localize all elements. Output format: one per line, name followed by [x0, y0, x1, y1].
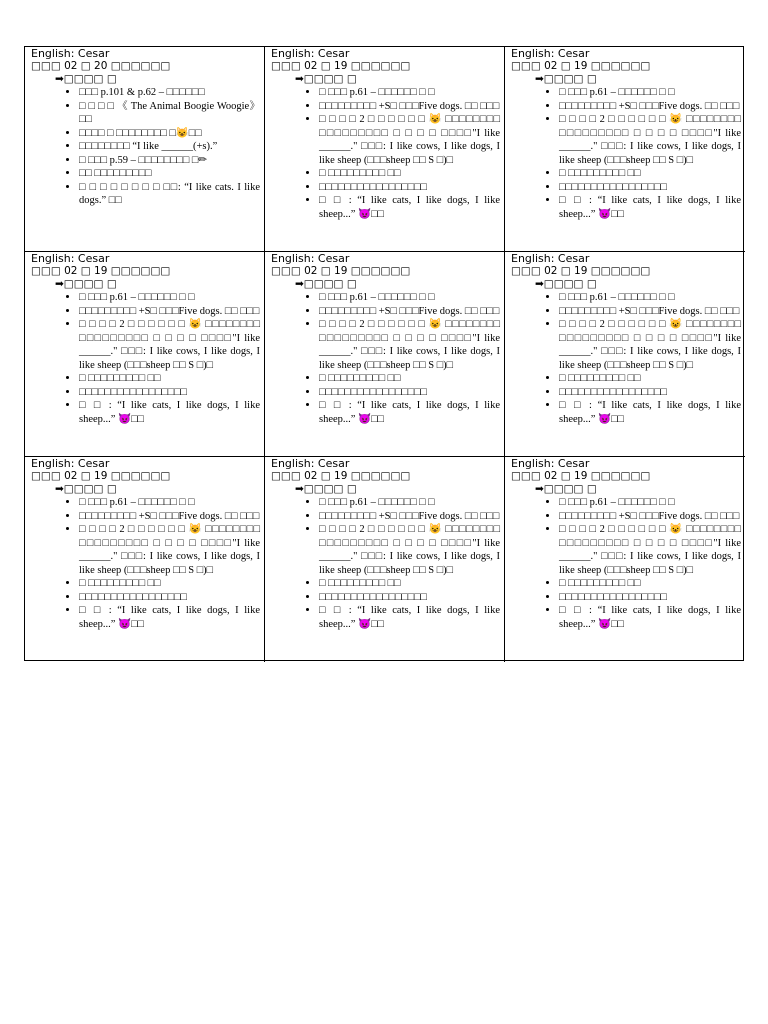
- note-bullet-item: • □ □□□ p.61 – □□□□□□ □ □: [319, 291, 500, 305]
- note-bullet-list: [31, 496, 260, 631]
- note-header: English: Cesar: [511, 47, 590, 60]
- note-bullet-item: • □□ □□□□□□□□□: [79, 167, 260, 181]
- note-cell: [25, 252, 265, 457]
- note-header: English: Cesar: [271, 47, 350, 60]
- note-section-heading: ➡□□□□ □: [295, 73, 357, 85]
- note-cell: [505, 252, 745, 457]
- note-section-heading: ➡□□□□ □: [535, 73, 597, 85]
- note-bullet-item: • □□□□□□□□□□□□□□□□□: [559, 591, 741, 605]
- note-bullet-list: [271, 86, 500, 221]
- note-bullet-item: • □ □ □ □ 2 □ □ □ □ □ □ 😺 □□□□□□□□ □□□□□□□□□ □ □ □ □ □□□□"I like ______." □□□: I like cows, I like dogs, I like sheep (□□□sheep □□ S □)□: [559, 523, 741, 577]
- note-bullet-item: • □□□□□□□□□ +S□ □□□Five dogs. □□ □□□: [79, 305, 260, 319]
- note-header: English: Cesar: [271, 457, 350, 470]
- note-section-heading: ➡□□□□ □: [535, 278, 597, 290]
- note-cell: [25, 47, 265, 252]
- note-bullet-list: [511, 496, 741, 631]
- note-bullet-item: • □ □□□ p.61 – □□□□□□ □ □: [79, 496, 260, 510]
- note-bullet-list: [31, 86, 260, 208]
- note-bullet-item: • □□□□□□□□□ +S□ □□□Five dogs. □□ □□□: [319, 305, 500, 319]
- note-bullet-item: • □□□□□□□□□□□□□□□□□: [559, 181, 741, 195]
- note-date: □□□ 02 □ 19 □□□□□□: [31, 470, 171, 482]
- note-bullet-item: • □ □□□ p.59 – □□□□□□□□ □✏: [79, 154, 260, 168]
- note-bullet-item: • □ □ : “I like cats, I like dogs, I like sheep...” 😈□□: [79, 399, 260, 426]
- note-bullet-item: • □□□□□□□□□ +S□ □□□Five dogs. □□ □□□: [79, 510, 260, 524]
- note-bullet-item: • □ □□□□□□□□□ □□: [79, 372, 260, 386]
- note-section-heading: ➡□□□□ □: [55, 278, 117, 290]
- note-bullet-list: [511, 86, 741, 221]
- note-header: English: Cesar: [31, 47, 110, 60]
- note-bullet-item: • □ □□□ p.61 – □□□□□□ □ □: [319, 496, 500, 510]
- note-bullet-item: • □ □ □ □ 2 □ □ □ □ □ □ 😺 □□□□□□□□ □□□□□□□□□ □ □ □ □ □□□□"I like ______." □□□: I like cows, I like dogs, I like sheep (□□□sheep □□ S □)□: [319, 523, 500, 577]
- note-bullet-item: • □ □□□ p.61 – □□□□□□ □ □: [559, 496, 741, 510]
- note-section-heading: ➡□□□□ □: [55, 483, 117, 495]
- note-bullet-item: • □ □ : “I like cats, I like dogs, I like sheep...” 😈□□: [319, 399, 500, 426]
- note-cell: [265, 252, 505, 457]
- note-bullet-list: [271, 496, 500, 631]
- note-bullet-item: • □□□ p.101 & p.62 – □□□□□□: [79, 86, 260, 100]
- note-date: □□□ 02 □ 19 □□□□□□: [271, 265, 411, 277]
- note-bullet-item: • □ □ □ □ 2 □ □ □ □ □ □ 😺 □□□□□□□□ □□□□□□□□□ □ □ □ □ □□□□"I like ______." □□□: I like cows, I like dogs, I like sheep (□□□sheep □□ S □)□: [559, 113, 741, 167]
- note-bullet-item: • □ □□□ p.61 – □□□□□□ □ □: [559, 291, 741, 305]
- note-header: English: Cesar: [31, 457, 110, 470]
- note-bullet-item: • □ □ : “I like cats, I like dogs, I like sheep...” 😈□□: [319, 194, 500, 221]
- note-bullet-item: • □ □□□ p.61 – □□□□□□ □ □: [79, 291, 260, 305]
- note-bullet-item: • □□□□□□□□□ +S□ □□□Five dogs. □□ □□□: [559, 510, 741, 524]
- note-bullet-item: • □ □□□□□□□□□ □□: [319, 167, 500, 181]
- note-cell: [265, 457, 505, 662]
- note-bullet-item: • □ □ □ □ 2 □ □ □ □ □ □ 😺 □□□□□□□□ □□□□□□□□□ □ □ □ □ □□□□"I like ______." □□□: I like cows, I like dogs, I like sheep (□□□sheep □□ S □)□: [559, 318, 741, 372]
- note-cell: [505, 47, 745, 252]
- note-date: □□□ 02 □ 19 □□□□□□: [511, 470, 651, 482]
- note-bullet-item: • □ □ □ □ 2 □ □ □ □ □ □ 😺 □□□□□□□□ □□□□□□□□□ □ □ □ □ □□□□"I like ______." □□□: I like cows, I like dogs, I like sheep (□□□sheep □□ S □)□: [319, 113, 500, 167]
- note-section-heading: ➡□□□□ □: [295, 278, 357, 290]
- note-bullet-item: • □□□□□□□□□ +S□ □□□Five dogs. □□ □□□: [559, 305, 741, 319]
- note-bullet-item: • □ □□□□□□□□□ □□: [559, 167, 741, 181]
- note-bullet-item: • □ □□□□□□□□□ □□: [79, 577, 260, 591]
- note-bullet-item: • □ □ □ □ 2 □ □ □ □ □ □ 😺 □□□□□□□□ □□□□□□□□□ □ □ □ □ □□□□"I like ______." □□□: I like cows, I like dogs, I like sheep (□□□sheep □□ S □)□: [319, 318, 500, 372]
- note-date: □□□ 02 □ 19 □□□□□□: [511, 265, 651, 277]
- note-section-heading: ➡□□□□ □: [535, 483, 597, 495]
- note-date: □□□ 02 □ 19 □□□□□□: [271, 60, 411, 72]
- note-bullet-item: • □□□□□□□□□□□□□□□□□: [79, 386, 260, 400]
- note-bullet-item: • □ □ □ □ 《 The Animal Boogie Woogie》□□: [79, 100, 260, 127]
- note-bullet-list: [511, 291, 741, 426]
- note-cell: [265, 47, 505, 252]
- note-bullet-item: • □ □□□□□□□□□ □□: [559, 372, 741, 386]
- note-bullet-item: • □□□□□□□□ “I like ______(+s).”: [79, 140, 260, 154]
- note-bullet-item: • □□□□□□□□□ +S□ □□□Five dogs. □□ □□□: [319, 510, 500, 524]
- note-cell: [505, 457, 745, 662]
- note-bullet-item: • □ □□□ p.61 – □□□□□□ □ □: [559, 86, 741, 100]
- note-bullet-list: [271, 291, 500, 426]
- note-bullet-item: • □ □ : “I like cats, I like dogs, I like sheep...” 😈□□: [319, 604, 500, 631]
- note-bullet-item: • □ □ : “I like cats, I like dogs, I like sheep...” 😈□□: [79, 604, 260, 631]
- note-bullet-item: • □ □ □ □ 2 □ □ □ □ □ □ 😺 □□□□□□□□ □□□□□□□□□ □ □ □ □ □□□□"I like ______." □□□: I like cows, I like dogs, I like sheep (□□□sheep □□ S □)□: [79, 318, 260, 372]
- note-bullet-item: • □ □ □ □ 2 □ □ □ □ □ □ 😺 □□□□□□□□ □□□□□□□□□ □ □ □ □ □□□□"I like ______." □□□: I like cows, I like dogs, I like sheep (□□□sheep □□ S □)□: [79, 523, 260, 577]
- note-header: English: Cesar: [31, 252, 110, 265]
- note-bullet-item: • □ □ : “I like cats, I like dogs, I like sheep...” 😈□□: [559, 399, 741, 426]
- note-bullet-item: • □ □□□□□□□□□ □□: [319, 577, 500, 591]
- note-bullet-item: • □ □□□□□□□□□ □□: [319, 372, 500, 386]
- note-bullet-list: [31, 291, 260, 426]
- note-bullet-item: • □□□□□□□□□□□□□□□□□: [559, 386, 741, 400]
- note-bullet-item: • □ □ : “I like cats, I like dogs, I like sheep...” 😈□□: [559, 194, 741, 221]
- note-bullet-item: • □□□□□□□□□□□□□□□□□: [319, 591, 500, 605]
- note-section-heading: ➡□□□□ □: [295, 483, 357, 495]
- note-bullet-item: • □□□□□□□□□ +S□ □□□Five dogs. □□ □□□: [559, 100, 741, 114]
- note-date: □□□ 02 □ 19 □□□□□□: [271, 470, 411, 482]
- note-bullet-item: • □□□□□□□□□□□□□□□□□: [319, 181, 500, 195]
- note-bullet-item: • □□□□□□□□□□□□□□□□□: [79, 591, 260, 605]
- note-header: English: Cesar: [511, 252, 590, 265]
- note-bullet-item: • □ □ □ □ □ □ □ □ □□: “I like cats. I like dogs.” □□: [79, 181, 260, 208]
- lesson-notes-grid: [24, 46, 744, 661]
- note-header: English: Cesar: [511, 457, 590, 470]
- note-bullet-item: • □□□□□□□□□ +S□ □□□Five dogs. □□ □□□: [319, 100, 500, 114]
- note-date: □□□ 02 □ 20 □□□□□□: [31, 60, 171, 72]
- note-section-heading: ➡□□□□ □: [55, 73, 117, 85]
- note-header: English: Cesar: [271, 252, 350, 265]
- note-bullet-item: • □ □□□ p.61 – □□□□□□ □ □: [319, 86, 500, 100]
- note-bullet-item: • □ □□□□□□□□□ □□: [559, 577, 741, 591]
- note-cell: [25, 457, 265, 662]
- note-date: □□□ 02 □ 19 □□□□□□: [31, 265, 171, 277]
- note-date: □□□ 02 □ 19 □□□□□□: [511, 60, 651, 72]
- note-bullet-item: • □□□□□□□□□□□□□□□□□: [319, 386, 500, 400]
- note-bullet-item: • □□□□ □ □□□□□□□□ □😺□□: [79, 127, 260, 141]
- note-bullet-item: • □ □ : “I like cats, I like dogs, I like sheep...” 😈□□: [559, 604, 741, 631]
